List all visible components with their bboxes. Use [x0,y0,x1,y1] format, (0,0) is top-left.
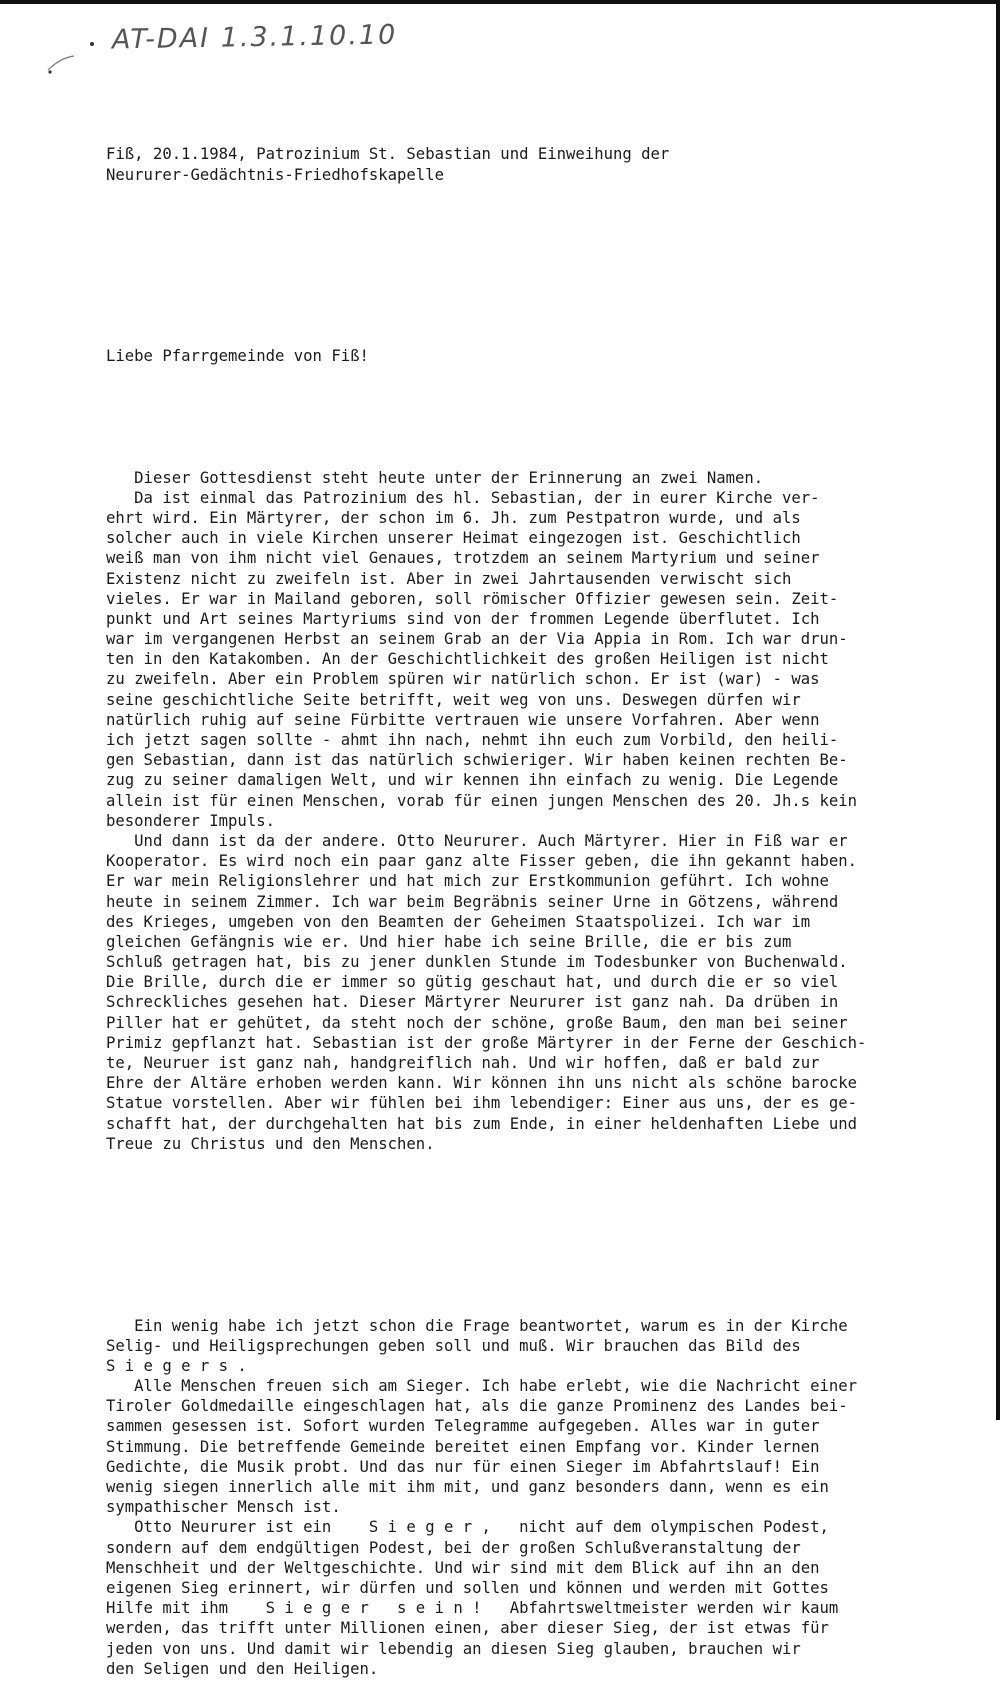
text-line: Ehre der Altäre erhoben werden kann. Wir können ihn uns nicht als schöne barocke [106,1074,858,1093]
text-line: Da ist einmal das Patrozinium des hl. Sebastian, der in eurer Kirche ver- [106,488,820,507]
text-line: allein ist für einen Menschen, vorab für einen jungen Menschen des 20. Jh.s kein [106,791,858,810]
text-line: Kooperator. Es wird noch ein paar ganz alte Fisser geben, die ihn gekannt haben. [106,852,858,871]
text-line: Schluß getragen hat, bis zu jener dunklen Stunde im Todesbunker von Buchenwald. [106,953,848,972]
text-line: S i e g e r s . [106,1356,247,1375]
text-line: Ein wenig habe ich jetzt schon die Frage beantwortet, warum es in der Kirche [106,1316,848,1335]
text-line: schafft hat, der durchgehalten hat bis zum Ende, in einer heldenhaften Liebe und [106,1114,858,1133]
text-line: wenig siegen innerlich alle mit ihm mit, und ganz besonders dann, wenn es ein [106,1478,829,1497]
text-line: Existenz nicht zu zweifeln ist. Aber in zwei Jahrtausenden verwischt sich [106,569,792,588]
text-line: zu zweifeln. Aber ein Problem spüren wir natürlich schon. Er ist (war) - was [106,670,820,689]
text-line: werden, das trifft unter Millionen einen, aber dieser Sieg, der ist etwas für [106,1619,829,1638]
text-line: weiß man von ihm nicht viel Genaues, trotzdem an seinem Martyrium und seiner [106,549,820,568]
text-line: ehrt wird. Ein Märtyrer, der schon im 6. Jh. zum Pestpatron wurde, und als [106,508,801,527]
text-line: punkt und Art seines Martyriums sind von der frommen Legende überflutet. Ich [106,609,820,628]
text-line: Gedichte, die Musik probt. Und das nur für einen Sieger im Abfahrtslauf! Ein [106,1457,820,1476]
text-line: Otto Neururer ist ein S i e g e r , nicht auf dem olympischen Podest, [106,1518,829,1537]
text-line: ten in den Katakomben. An der Geschichtlichkeit des großen Heiligen ist nicht [106,650,829,669]
section-victor [106,1316,926,1679]
text-line: Statue vorstellen. Aber wir fühlen bei ihm lebendiger: Einer aus uns, der es ge- [106,1094,858,1113]
text-line: Hilfe mit ihm S i e g e r s e i n ! Abfahrtsweltmeister werden wir kaum [106,1599,839,1618]
text-line: sympathischer Mensch ist. [106,1498,341,1517]
text-line: ich jetzt sagen sollte - ahmt ihn nach, nehmt ihn euch zum Vorbild, den heili- [106,731,839,749]
text-line: gen Sebastian, dann ist das natürlich schwieriger. Wir haben keinen rechten Be- [106,751,848,770]
text-line: Tiroler Goldmedaille eingeschlagen hat, als die ganze Prominenz des Landes bei- [106,1397,848,1416]
text-line: Er war mein Religionslehrer und hat mich zur Erstkommunion geführt. Ich wohne [106,872,829,891]
scan-edge-top [0,0,1000,4]
text-line: Piller hat er gehütet, da steht noch der schöne, große Baum, den man bei seiner [106,1013,848,1032]
text-line: Stimmung. Die betreffende Gemeinde bereitet einen Empfang vor. Kinder lernen [106,1437,820,1456]
text-line: Alle Menschen freuen sich am Sieger. Ich habe erlebt, wie die Nachricht einer [106,1377,858,1396]
text-line: zug zu seiner damaligen Welt, und wir kennen ihn einfach zu wenig. Die Legende [106,771,839,790]
text-line: heute in seinem Zimmer. Ich war beim Begräbnis seiner Urne in Götzens, während [106,892,839,911]
header-line: Neururer-Gedächtnis-Friedhofskapelle [106,165,444,184]
header-line: Fiß, 20.1.1984, Patrozinium St. Sebastian und Einweihung der [106,145,670,164]
text-line: Primiz gepflanzt hat. Sebastian ist der große Märtyrer in der Ferne der Geschich- [106,1033,867,1052]
archive-signature: AT-DAI 1.3.1.10.10 [111,19,398,56]
text-line: Menschheit und der Weltgeschichte. Und wir sind mit dem Blick auf ihn an den [106,1558,820,1577]
text-line: war im vergangenen Herbst an seinem Grab an der Via Appia in Rom. Ich war drun- [106,630,848,649]
text-line: sammen gesessen ist. Sofort wurden Telegramme aufgegeben. Alles war in guter [106,1417,820,1436]
text-line: te, Neuruer ist ganz nah, handgreiflich nah. Und wir hoffen, daß er bald zur [106,1054,820,1072]
salutation: Liebe Pfarrgemeinde von Fiß! [106,347,369,366]
pen-mark [40,40,110,80]
text-line: jeden von uns. Und damit wir lebendig an diesen Sieg glauben, brauchen wir [106,1639,801,1658]
text-line: natürlich ruhig auf seine Fürbitte vertrauen wie unsere Vorfahren. Aber wenn [106,710,820,729]
text-line: Und dann ist da der andere. Otto Neururer. Auch Märtyrer. Hier in Fiß war er [106,831,848,850]
text-line: solcher auch in viele Kirchen unserer Heimat eingezogen ist. Geschichtlich [106,529,801,548]
text-line: gleichen Gefängnis wie er. Und hier habe ich seine Brille, die er bis zum [106,932,792,951]
text-line: Dieser Gottesdienst steht heute unter der Erinnerung an zwei Namen. [106,468,764,487]
text-line: Treue zu Christus und den Menschen. [106,1134,435,1153]
text-line: seine geschichtliche Seite betrifft, weit weg von uns. Deswegen dürfen wir [106,690,801,709]
text-line: den Seligen und den Heiligen. [106,1659,379,1678]
text-line: Selig- und Heiligsprechungen geben soll und muß. Wir brauchen das Bild des [106,1336,801,1355]
text-line: sondern auf dem endgültigen Podest, bei der großen Schlußveranstaltung der [106,1538,801,1557]
text-line: des Krieges, umgeben von den Beamten der Geheimen Staatspolizei. Ich war im [106,912,811,931]
text-line: vieles. Er war in Mailand geboren, soll römischer Offizier gewesen sein. Zeit- [106,589,839,608]
text-line: besonderer Impuls. [106,811,275,830]
text-line: eigenen Sieg erinnert, wir dürfen und sollen und können und werden mit Gottes [106,1578,829,1597]
letter-body [106,104,926,1699]
section-saints [106,468,926,1154]
text-line: Schreckliches gesehen hat. Dieser Märtyrer Neururer ist ganz nah. Da drüben in [106,993,839,1012]
scan-edge-right [996,0,1000,1420]
letter-header [106,144,926,184]
text-line: Die Brille, durch die er immer so gütig geschaut hat, und durch die er so viel [106,973,839,992]
